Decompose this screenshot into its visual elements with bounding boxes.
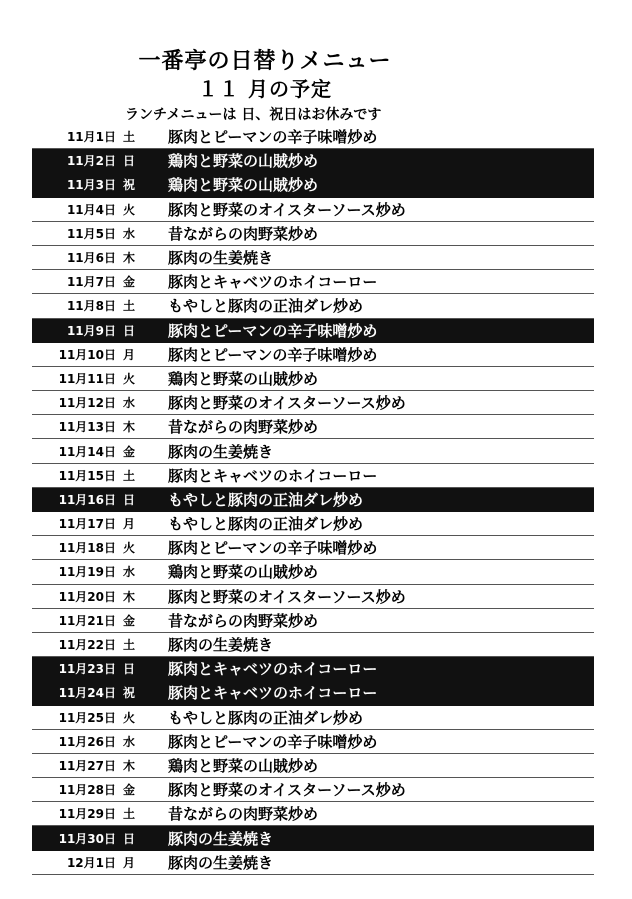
dish-cell: 昔ながらの肉野菜炒め xyxy=(168,805,319,824)
date-cell: 11月24日 xyxy=(58,686,116,701)
table-row xyxy=(32,560,594,584)
weekday-cell: 水 xyxy=(123,226,136,241)
dish-cell: もやしと豚肉の正油ダレ炒め xyxy=(168,515,364,534)
table-row xyxy=(32,173,594,197)
date-cell: 11月19日 xyxy=(58,565,116,580)
dish-cell: 豚肉とピーマンの辛子味噌炒め xyxy=(168,539,378,558)
weekday-cell: 祝 xyxy=(123,686,136,701)
dish-cell: 豚肉とキャベツのホイコーロー xyxy=(168,684,378,703)
date-cell: 11月26日 xyxy=(58,734,116,749)
dish-cell: 鶏肉と野菜の山賊炒め xyxy=(168,176,319,195)
date-cell: 11月28日 xyxy=(58,783,116,798)
date-cell: 11月10日 xyxy=(58,347,116,362)
weekday-cell: 水 xyxy=(123,396,136,411)
table-row xyxy=(32,633,594,657)
table-row xyxy=(32,754,594,778)
page-title: 一番亭の日替りメニュー xyxy=(138,49,392,74)
table-row xyxy=(32,415,594,439)
closed-days-note: ランチメニューは 日、祝日はお休みです xyxy=(125,107,382,123)
date-cell: 11月11日 xyxy=(58,371,116,386)
date-cell: 11月29日 xyxy=(58,807,116,822)
table-row xyxy=(32,706,594,730)
page-subtitle: １１ 月の予定 xyxy=(198,77,332,101)
date-cell: 11月27日 xyxy=(58,758,116,773)
weekday-cell: 土 xyxy=(123,299,136,314)
date-cell: 11月25日 xyxy=(58,710,116,725)
weekday-cell: 土 xyxy=(123,468,136,483)
dish-cell: 豚肉と野菜のオイスターソース炒め xyxy=(168,781,406,800)
weekday-cell: 金 xyxy=(123,275,136,290)
dish-cell: 豚肉の生姜焼き xyxy=(168,442,274,461)
table-row xyxy=(32,681,594,705)
dish-cell: 昔ながらの肉野菜炒め xyxy=(168,224,319,243)
date-cell: 11月2日 xyxy=(66,154,116,169)
dish-cell: 鶏肉と野菜の山賊炒め xyxy=(168,369,319,388)
weekday-cell: 火 xyxy=(123,202,136,217)
table-row xyxy=(32,439,594,463)
date-cell: 11月4日 xyxy=(66,202,116,217)
dish-cell: 豚肉の生姜焼き xyxy=(168,249,274,268)
dish-cell: 鶏肉と野菜の山賊炒め xyxy=(168,756,319,775)
table-row xyxy=(32,512,594,536)
table-row xyxy=(32,657,594,681)
weekday-cell: 木 xyxy=(123,758,136,773)
table-row xyxy=(32,585,594,609)
dish-cell: 豚肉とピーマンの辛子味噌炒め xyxy=(168,732,378,751)
table-row xyxy=(32,198,594,222)
date-cell: 11月16日 xyxy=(58,492,116,507)
weekday-cell: 金 xyxy=(123,613,136,628)
table-row xyxy=(32,222,594,246)
date-cell: 11月1日 xyxy=(66,130,116,145)
table-row xyxy=(32,730,594,754)
date-cell: 11月17日 xyxy=(58,517,116,532)
weekday-cell: 土 xyxy=(123,130,136,145)
dish-cell: 豚肉と野菜のオイスターソース炒め xyxy=(168,394,406,413)
weekday-cell: 火 xyxy=(123,710,136,725)
weekday-cell: 水 xyxy=(123,734,136,749)
weekday-cell: 日 xyxy=(123,323,136,338)
weekday-cell: 火 xyxy=(123,371,136,386)
date-cell: 11月23日 xyxy=(58,662,116,677)
dish-cell: 鶏肉と野菜の山賊炒め xyxy=(168,563,319,582)
table-row xyxy=(32,826,594,850)
dish-cell: 豚肉と野菜のオイスターソース炒め xyxy=(168,200,406,219)
dish-cell: 豚肉とピーマンの辛子味噌炒め xyxy=(168,128,378,147)
table-row xyxy=(32,343,594,367)
date-cell: 11月15日 xyxy=(58,468,116,483)
dish-cell: 豚肉とピーマンの辛子味噌炒め xyxy=(168,345,378,364)
date-cell: 11月21日 xyxy=(58,613,116,628)
date-cell: 11月3日 xyxy=(66,178,116,193)
dish-cell: 豚肉と野菜のオイスターソース炒め xyxy=(168,587,406,606)
dish-cell: 豚肉とキャベツのホイコーロー xyxy=(168,660,378,679)
weekday-cell: 水 xyxy=(123,565,136,580)
date-cell: 11月12日 xyxy=(58,396,116,411)
date-cell: 11月6日 xyxy=(66,251,116,266)
table-row xyxy=(32,294,594,318)
dish-cell: 鶏肉と野菜の山賊炒め xyxy=(168,152,319,171)
dish-cell: 豚肉とキャベツのホイコーロー xyxy=(168,466,378,485)
table-row xyxy=(32,270,594,294)
dish-cell: もやしと豚肉の正油ダレ炒め xyxy=(168,490,364,509)
date-cell: 11月14日 xyxy=(58,444,116,459)
table-row xyxy=(32,488,594,512)
table-row xyxy=(32,391,594,415)
weekday-cell: 祝 xyxy=(123,178,136,193)
date-cell: 11月5日 xyxy=(66,226,116,241)
weekday-cell: 月 xyxy=(123,855,136,870)
date-cell: 11月30日 xyxy=(58,831,116,846)
dish-cell: 豚肉の生姜焼き xyxy=(168,636,274,655)
table-row xyxy=(32,609,594,633)
weekday-cell: 日 xyxy=(123,662,136,677)
dish-cell: 昔ながらの肉野菜炒め xyxy=(168,418,319,437)
dish-cell: 豚肉とキャベツのホイコーロー xyxy=(168,273,378,292)
date-cell: 11月18日 xyxy=(58,541,116,556)
table-row xyxy=(32,802,594,826)
table-row xyxy=(32,149,594,173)
table-row xyxy=(32,851,594,875)
table-row xyxy=(32,778,594,802)
table-row xyxy=(32,319,594,343)
weekday-cell: 木 xyxy=(123,589,136,604)
date-cell: 11月22日 xyxy=(58,638,116,653)
date-cell: 12月1日 xyxy=(66,855,116,870)
dish-cell: もやしと豚肉の正油ダレ炒め xyxy=(168,297,364,316)
table-row xyxy=(32,125,594,149)
date-cell: 11月13日 xyxy=(58,420,116,435)
dish-cell: 豚肉の生姜焼き xyxy=(168,829,274,848)
date-cell: 11月9日 xyxy=(66,323,116,338)
table-row xyxy=(32,464,594,488)
weekday-cell: 月 xyxy=(123,517,136,532)
menu-table xyxy=(32,125,594,875)
weekday-cell: 日 xyxy=(123,831,136,846)
date-cell: 11月8日 xyxy=(66,299,116,314)
weekday-cell: 月 xyxy=(123,347,136,362)
date-cell: 11月7日 xyxy=(66,275,116,290)
weekday-cell: 火 xyxy=(123,541,136,556)
weekday-cell: 金 xyxy=(123,444,136,459)
dish-cell: もやしと豚肉の正油ダレ炒め xyxy=(168,708,364,727)
weekday-cell: 日 xyxy=(123,492,136,507)
weekday-cell: 日 xyxy=(123,154,136,169)
weekday-cell: 土 xyxy=(123,807,136,822)
weekday-cell: 金 xyxy=(123,783,136,798)
table-row xyxy=(32,536,594,560)
date-cell: 11月20日 xyxy=(58,589,116,604)
weekday-cell: 土 xyxy=(123,638,136,653)
table-row xyxy=(32,246,594,270)
table-row xyxy=(32,367,594,391)
weekday-cell: 木 xyxy=(123,420,136,435)
weekday-cell: 木 xyxy=(123,251,136,266)
dish-cell: 豚肉の生姜焼き xyxy=(168,853,274,872)
dish-cell: 豚肉とピーマンの辛子味噌炒め xyxy=(168,321,378,340)
dish-cell: 昔ながらの肉野菜炒め xyxy=(168,611,319,630)
